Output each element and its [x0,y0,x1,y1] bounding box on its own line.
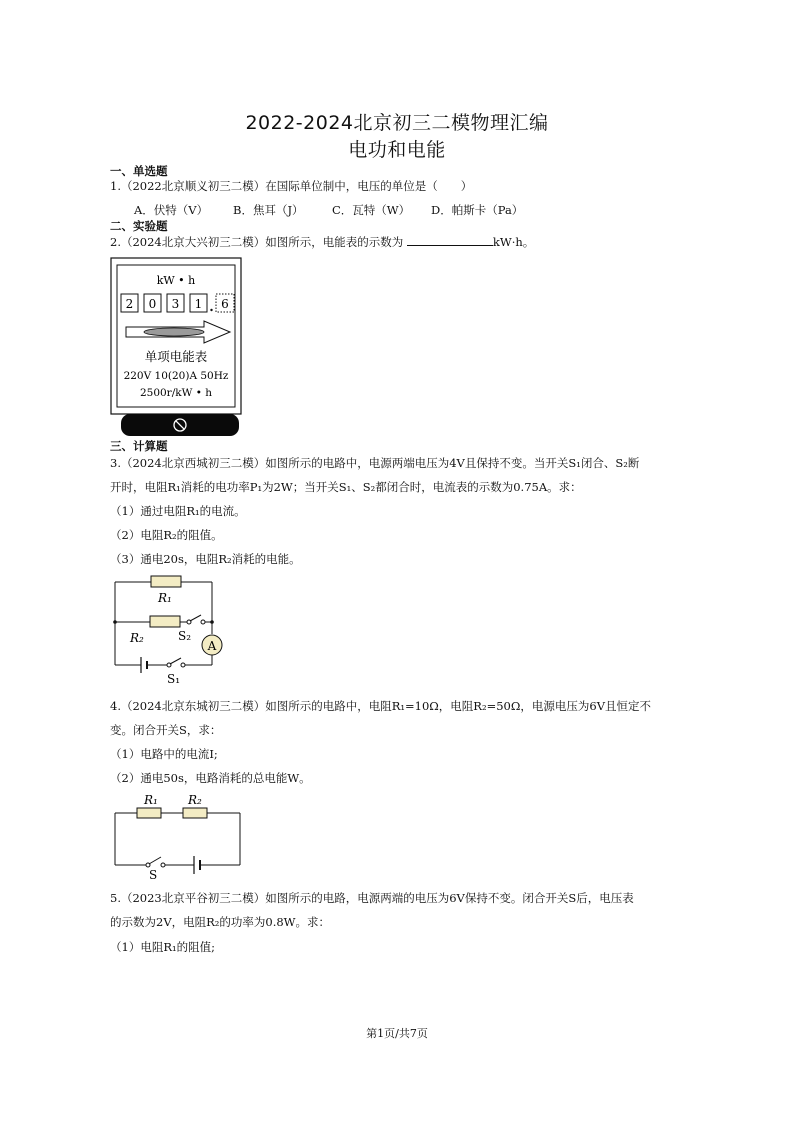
q3-line-2: 开时，电阻R₁消耗的电功率P₁为2W；当开关S₁、S₂都闭合时，电流表的示数为0.75A。求： [110,480,582,494]
meter-rotor [144,328,204,336]
meter-digit-1: 2 [125,297,134,311]
q1-stem: 1.（2022北京顺义初三二模）在国际单位制中，电压的单位是（ ） [110,179,473,193]
q2-stem-b: kW·h。 [492,235,535,249]
q5-sub-1: （1）电阻R₁的阻值; [110,940,215,954]
q1-option-c: C．瓦特（W） [332,203,411,217]
meter-name: 单项电能表 [144,349,208,364]
section-calculation: 三、计算题 [110,439,168,453]
q4-switch-s [149,857,161,864]
meter-digit-2: 0 [148,297,157,311]
q4-resistor-r1 [137,808,161,818]
meter-unit: kW • h [156,274,196,287]
q3-circuit-diagram [110,570,240,685]
q3-sub-3: （3）通电20s，电阻R₂消耗的电能。 [110,552,301,566]
q1-option-d: D．帕斯卡（Pa） [431,203,524,217]
q4-label-r2: R₂ [188,793,202,807]
q3-sub-2: （2）电阻R₂的阻值。 [110,528,223,542]
q5-line-1: 5.（2023北京平谷初三二模）如图所示的电路，电源两端的电压为6V保持不变。闭合开关S后，电压表 [110,891,634,905]
q3-resistor-r1 [151,576,181,587]
q3-switch-s1 [170,658,181,664]
q1-option-a: A．伏特（V） [134,203,209,217]
q4-label-s: S [149,868,158,880]
q4-label-r1: R₁ [144,793,158,807]
q3-sub-1: （1）通过电阻R₁的电流。 [110,504,246,518]
q2-answer-blank[interactable] [407,234,493,246]
q2-stem-a: 2.（2024北京大兴初三二模）如图所示，电能表的示数为 [110,235,404,249]
q2-stem [110,234,534,250]
q3-label-r1: R₁ [158,591,172,605]
q3-ammeter-label: A [207,639,217,653]
title-line-1: 2022-2024北京初三二模物理汇编 [245,112,549,134]
q3-line-1: 3.（2024北京西城初三二模）如图所示的电路中，电源两端电压为4V且保持不变。当开关S₁闭合、S₂断 [110,456,640,470]
q4-sub-2: （2）通电50s，电路消耗的总电能W。 [110,771,311,785]
q5-line-2: 的示数为2V，电阻R₂的功率为0.8W。求： [110,915,330,929]
meter-spec-2: 2500r/kW • h [139,387,213,399]
section-single-choice: 一、单选题 [110,164,168,178]
q4-circuit-diagram [110,790,245,880]
q3-switch-s2 [190,615,201,621]
q3-label-s2: S₂ [178,629,192,643]
meter-digit-4: 1 [194,297,203,311]
meter-spec-1: 220V 10(20)A 50Hz [123,370,229,382]
q4-sub-1: （1）电路中的电流I; [110,747,218,761]
q1-option-b: B．焦耳（J） [233,203,304,217]
meter-digit-3: 3 [171,297,180,311]
meter-decimal-point [210,309,212,311]
q4-line-2: 变。闭合开关S，求： [110,723,222,737]
title-line-2: 电功和电能 [348,139,446,161]
meter-digit-decimal: 6 [221,297,229,311]
section-experiment: 二、实验题 [110,219,168,233]
q3-resistor-r2 [150,616,180,627]
q4-resistor-r2 [183,808,207,818]
q4-line-1: 4.（2024北京东城初三二模）如图所示的电路中，电阻R₁=10Ω，电阻R₂=50Ω，电源电压为6V且恒定不 [110,699,652,713]
q3-label-s1: S₁ [167,672,181,685]
electric-meter-figure [110,257,242,439]
q3-label-r2: R₂ [130,631,144,645]
page-footer: 第1页/共7页 [366,1027,428,1040]
